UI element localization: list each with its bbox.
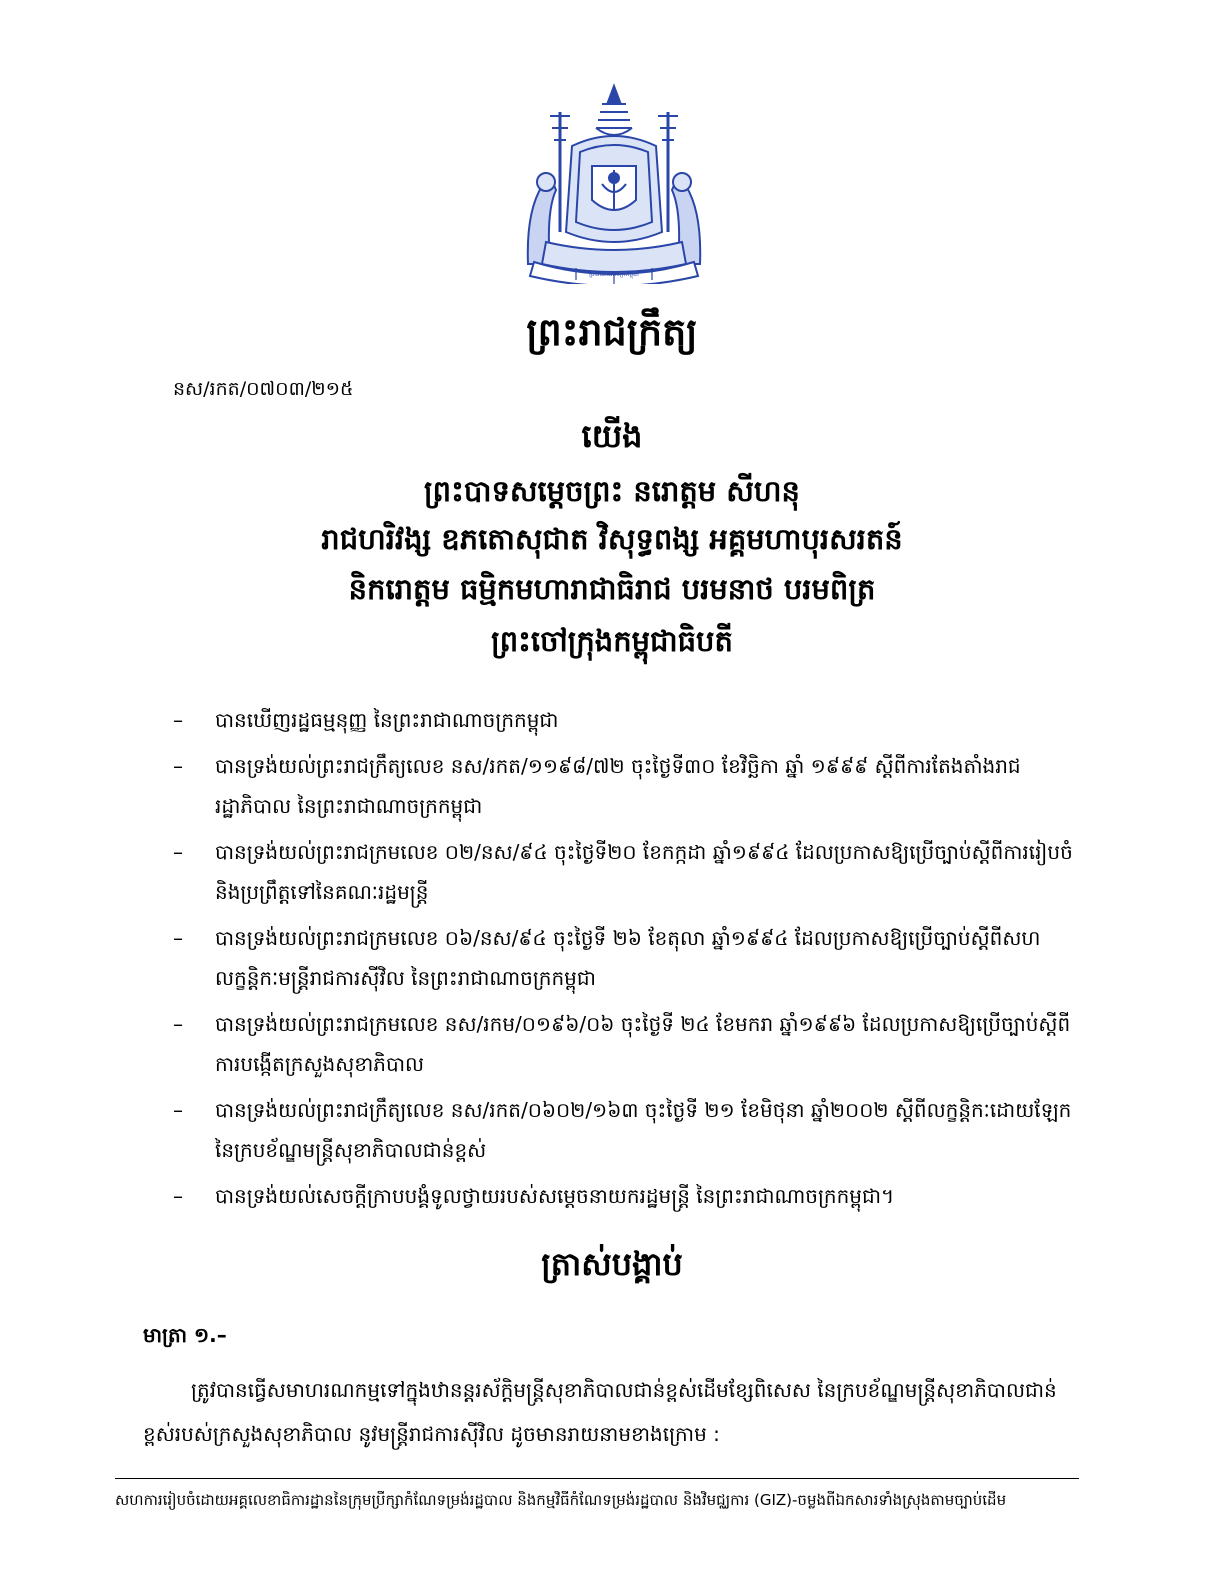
reference-text: បានទ្រង់យល់ព្រះរាជក្រមលេខ ០៦/នស/៩៤ ចុះថ្ងៃទី ២៦ ខែតុលា ឆ្នាំ១៩៩៤ ដែលប្រកាសឱ្យប្រើច្បាប់ស្តីពីសហលក្ខន្តិកៈមន្ត្រីរាជការស៊ីវិល នៃព្រះរាជាណាចក្រកម្ពុជា bbox=[215, 926, 1041, 990]
reference-text: បានទ្រង់យល់ព្រះរាជក្រឹត្យលេខ នស/រកត/០៦០២/១៦៣ ចុះថ្ងៃទី ២១ ខែមិថុនា ឆ្នាំ២០០២ ស្តីពីលក្ខន្តិកៈដោយឡែកនៃក្របខ័ណ្ឌមន្ត្រីសុខាភិបាលជាន់ខ្ពស់ bbox=[215, 1098, 1072, 1162]
king-title-line-1: ព្រះបាទសម្តេចព្រះ នរោត្តម សីហនុ bbox=[424, 474, 800, 508]
list-item bbox=[173, 918, 1083, 998]
bullet-dash: – bbox=[173, 708, 183, 732]
reference-text: បានទ្រង់យល់ព្រះរាជក្រឹត្យលេខ នស/រកត/១១៩៨/៧២ ចុះថ្ងៃទី៣០ ខែវិច្ឆិកា ឆ្នាំ ១៩៩៩ ស្តីពីការតែងតាំងរាជរដ្ឋាភិបាល នៃព្រះរាជាណាចក្រកម្ពុជា bbox=[215, 754, 1021, 818]
bullet-dash: – bbox=[173, 1098, 183, 1122]
reference-text: បានទ្រង់យល់ព្រះរាជក្រមលេខ នស/រកម/០១៩៦/០៦ ចុះថ្ងៃទី ២៤ ខែមករា ឆ្នាំ១៩៩៦ ដែលប្រកាសឱ្យប្រើច្បាប់ស្តីពីការបង្កើតក្រសួងសុខាភិបាល bbox=[215, 1012, 1071, 1076]
bullet-dash: – bbox=[173, 840, 183, 864]
bullet-dash: – bbox=[173, 926, 183, 950]
footer-divider bbox=[115, 1478, 1079, 1479]
list-item bbox=[173, 1176, 1083, 1216]
legal-references-list bbox=[173, 700, 1083, 1222]
king-title-line-2: រាជហរិវង្ស ឧភតោសុជាត វិសុទ្ធពង្ស អគ្គមហាបុរសរតន៍ bbox=[321, 522, 903, 556]
footer-note: សហការរៀបចំដោយអគ្គលេខាធិការដ្ឋាននៃក្រុមប្រឹក្សាកំណែទម្រង់រដ្ឋបាល និងកម្មវិធីកំណែទម្រង់រដ្ឋបាល និងវិមជ្ឈការ (GIZ)-ចម្លងពីឯកសារទាំងស្រុងតាមច្បាប់ដើម bbox=[115, 1491, 1007, 1509]
document-number: នស/រកត/០៧០៣/២១៥ bbox=[173, 378, 354, 400]
king-title-line-4: ព្រះចៅក្រុងកម្ពុជាធិបតី bbox=[491, 624, 733, 658]
bullet-dash: – bbox=[173, 754, 183, 778]
emblem-ribbon-text: ព្រះរាជាណាចក្រកម្ពុជា bbox=[589, 271, 639, 278]
reference-text: បានឃើញរដ្ឋធម្មនុញ្ញ នៃព្រះរាជាណាចក្រកម្ពុជា bbox=[215, 708, 559, 732]
document-title: ព្រះរាជក្រឹត្យ bbox=[526, 310, 698, 354]
decree-heading: ត្រាស់បង្គាប់ bbox=[541, 1245, 683, 1283]
royal-coat-of-arms-icon bbox=[516, 82, 712, 284]
royal-we-heading: យើង bbox=[581, 417, 643, 455]
list-item bbox=[173, 832, 1083, 912]
bullet-dash: – bbox=[173, 1012, 183, 1036]
bullet-dash: – bbox=[173, 1184, 183, 1208]
list-item bbox=[173, 746, 1083, 826]
article-heading: មាត្រា ១.– bbox=[143, 1323, 227, 1347]
reference-text: បានទ្រង់យល់សេចក្តីក្រាបបង្គំទូលថ្វាយរបស់សម្តេចនាយករដ្ឋមន្ត្រី នៃព្រះរាជាណាចក្រកម្ពុជា។ bbox=[215, 1184, 895, 1208]
list-item bbox=[173, 700, 1083, 740]
list-item bbox=[173, 1004, 1083, 1084]
list-item bbox=[173, 1090, 1083, 1170]
king-title-line-3: និករោត្តម ធម្មិកមហារាជាធិរាជ បរមនាថ បរមពិត្រ bbox=[348, 572, 876, 606]
article-body: ត្រូវបានធ្វើសមាហរណកម្មទៅក្នុងឋានន្តរស័ក្តិមន្ត្រីសុខាភិបាលជាន់ខ្ពស់ដើមខ្សែពិសេស នៃក្របខ័ណ្ឌមន្ត្រីសុខាភិបាលជាន់ខ្ពស់របស់ក្រសួងសុខាភិបាល នូវមន្ត្រីរាជការស៊ីវិល ដូចមានរាយនាមខាងក្រោម : bbox=[143, 1378, 1057, 1446]
reference-text: បានទ្រង់យល់ព្រះរាជក្រមលេខ ០២/នស/៩៤ ចុះថ្ងៃទី២០ ខែកក្កដា ឆ្នាំ១៩៩៤ ដែលប្រកាសឱ្យប្រើច្បាប់ស្តីពីការរៀបចំ និងប្រព្រឹត្តទៅនៃគណៈរដ្ឋមន្ត្រី bbox=[215, 840, 1073, 904]
